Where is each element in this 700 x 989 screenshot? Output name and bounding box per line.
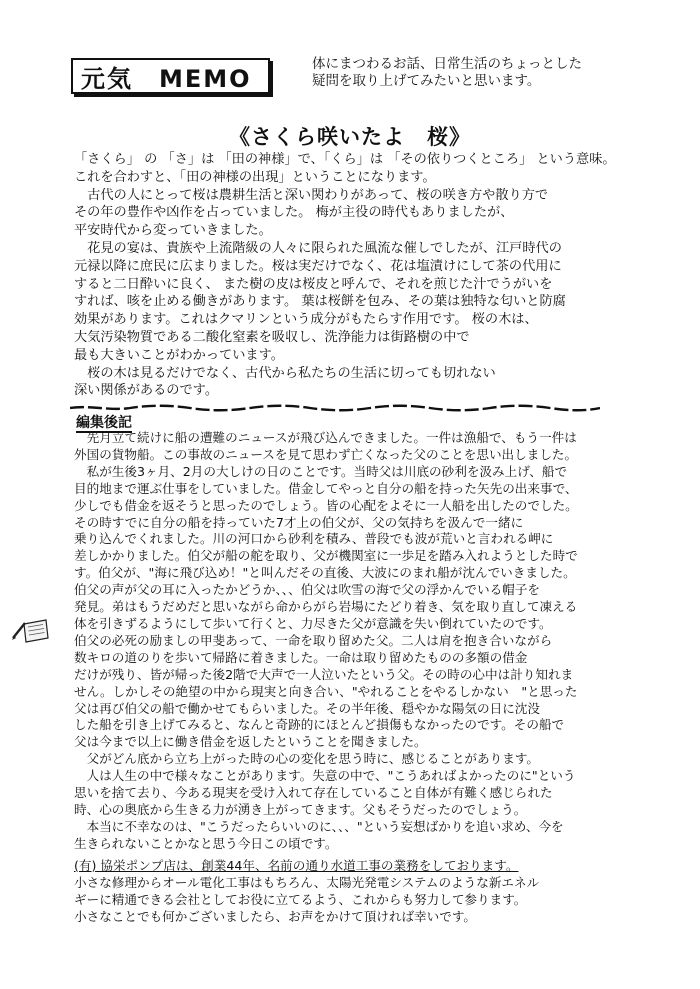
editor-line: だけが残り、皆が帰った後2階で大声で一人泣いたという父。その時の心中は計り知れま bbox=[74, 666, 574, 682]
body-line: すれば、咳を止める働きがあります。 葉は桜餅を包み、その葉は独特な匂いと防腐 bbox=[74, 294, 566, 310]
editor-line: 目的地まで運ぶ仕事をしていました。借金してやっと自分の船を持った矢先の出来事で、 bbox=[74, 480, 578, 496]
company-line: (有) 協栄ポンプ店は、創業44年、名前の通り水道工事の業務をしております。 bbox=[74, 858, 519, 873]
editor-line: 人は人生の中で様々なことがあります。失意の中で、"こうあればよかったのに"という bbox=[74, 768, 576, 784]
editor-notes-body bbox=[74, 430, 634, 853]
company-line: 小さな修理からオール電化工事はもちろん、太陽光発電システムのような新エネル bbox=[74, 874, 540, 890]
body-line: 桜の木は見るだけでなく、古代から私たちの生活に切っても切れない bbox=[74, 365, 496, 381]
body-line: 元禄以降に庶民に広まりました。桜は実だけでなく、花は塩漬けにして茶の代用に bbox=[74, 258, 562, 274]
body-line: 平安時代から変っていきました。 bbox=[74, 223, 272, 239]
notebook-pencil-icon bbox=[10, 614, 50, 648]
body-line: 深い関係があるのです。 bbox=[74, 383, 219, 399]
editor-line: 先月立て続けに船の遭難のニュースが飛び込んできました。一件は漁船で、もう一件は bbox=[74, 430, 577, 445]
editor-line: 乗り込んでくれました。川の河口から砂利を積み、普段でも波が荒いと言われる岬に bbox=[74, 531, 554, 547]
memo-label: 元気 MEMO bbox=[81, 64, 252, 93]
body-line: 最も大きいことがわかっています。 bbox=[74, 347, 284, 363]
editor-line: 数キロの道のりを歩いて帰路に着きました。一命は取り留めたものの多額の借金 bbox=[74, 649, 528, 665]
intro-line: 体にまつわるお話、日常生活のちょっとした bbox=[312, 56, 582, 72]
editor-line: 本当に不幸なのは、"こうだったらいいのに、、、"という妄想ばかりを追い求め、今を bbox=[74, 818, 564, 834]
body-line: すると二日酔いに良く、 また樹の皮は桜皮と呼んで、それを煎じた汁でうがいを bbox=[74, 276, 553, 292]
intro-text bbox=[312, 56, 672, 90]
editor-line: 私が生後3ヶ月、2月の大しけの日のことです。当時父は川底の砂利を汲み上げ、船で bbox=[74, 463, 568, 479]
editor-line: せん。しかしその絶望の中から現実と向き合い、"やれることをやるしかない "と思った bbox=[74, 683, 578, 699]
body-line: 「さくら」 の 「さ」は 「田の神様」で、「くら」は 「その依りつくところ」 という意味。 bbox=[74, 152, 616, 167]
editor-line: 思いを捨て去り、今ある現実を受け入れて存在していること自体が有難く感じられた bbox=[74, 785, 553, 801]
body-line: 効果があります。これはクマリンという成分がもたらす作用です。 桜の木は、 bbox=[74, 312, 538, 328]
editor-line: 体を引きずるようにして歩いて行くと、力尽きた父が意識を失い倒れていたのです。 bbox=[74, 615, 552, 631]
article-title: 《さくら咲いたよ 桜》 bbox=[229, 125, 471, 149]
editor-line: 差しかかりました。伯父が船の舵を取り、父が機関室に一歩足を踏み入れようとした時で bbox=[74, 548, 578, 564]
editor-line: 父は今まで以上に働き借金を返したということを聞きました。 bbox=[74, 734, 427, 750]
company-line: ギーに精通できる会社としてお役に立てるよう、これからも努力して参ります。 bbox=[74, 891, 527, 907]
editor-notes-heading bbox=[76, 412, 132, 432]
section-divider bbox=[70, 404, 600, 412]
editor-line: 外国の貨物船。この事故のニュースを見て思わず亡くなった父のことを思い出しました。 bbox=[74, 446, 578, 462]
body-line: これを合わすと、「田の神様の出現」ということになります。 bbox=[74, 169, 436, 185]
editor-line: 時、心の奥底から生きる力が湧き上がってきます。父もそうだったのでしょう。 bbox=[74, 801, 527, 817]
editor-line: 父がどん底から立ち上がった時の心の変化を思う時に、感じることがあります。 bbox=[74, 751, 539, 767]
editor-line: 少しでも借金を返そうと思ったのでしょう。皆の心配をよそに一人船を出したのでした。 bbox=[74, 497, 578, 513]
intro-line: 疑問を取り上げてみたいと思います。 bbox=[312, 73, 541, 89]
company-notice bbox=[74, 858, 634, 926]
editor-line: 伯父の必死の励ましの甲斐あって、一命を取り留めた父。二人は肩を抱き合いながら bbox=[74, 632, 553, 648]
editor-line: 父は再び伯父の船で働かせてもらいました。その半年後、穏やかな陽気の日に沈没 bbox=[74, 700, 540, 716]
editor-line: 生きられないことかなと思う今日この頃です。 bbox=[74, 835, 338, 851]
body-line: その年の豊作や凶作を占っていました。 梅が主役の時代もありましたが、 bbox=[74, 205, 514, 221]
article-body bbox=[74, 151, 634, 400]
body-line: 古代の人にとって桜は農耕生活と深い関わりがあって、桜の咲き方や散り方で bbox=[74, 187, 549, 203]
editor-line: 伯父の声が父の耳に入ったかどうか、、、伯父は吹雪の海で父の浮かんでいる帽子を bbox=[74, 582, 540, 598]
body-line: 大気汚染物質である二酸化窒素を吸収し、洗浄能力は街路樹の中で bbox=[74, 329, 470, 345]
editor-line: す。伯父が、"海に飛び込め！"と叫んだその直後、大波にのまれ船が沈んでいきました。 bbox=[74, 565, 576, 581]
editor-line: した船を引き上げてみると、なんと奇跡的にほとんど損傷もなかったのです。その船で bbox=[74, 717, 565, 733]
editor-line: 発見。弟はもうだめだと思いながら命からがら岩場にたどり着き、気を取り直して凍える bbox=[74, 599, 578, 615]
editor-notes-heading-text: 編集後記 bbox=[76, 415, 132, 431]
editor-line: その時すでに自分の船を持っていた7才上の伯父が、父の気持ちを汲んで一緒に bbox=[74, 514, 524, 530]
company-line: 小さなことでも何かございましたら、お声をかけて頂ければ幸いです。 bbox=[74, 908, 476, 924]
body-line: 花見の宴は、貴族や上流階級の人々に限られた風流な催しでしたが、江戸時代の bbox=[74, 240, 562, 256]
memo-label-box bbox=[71, 58, 270, 94]
